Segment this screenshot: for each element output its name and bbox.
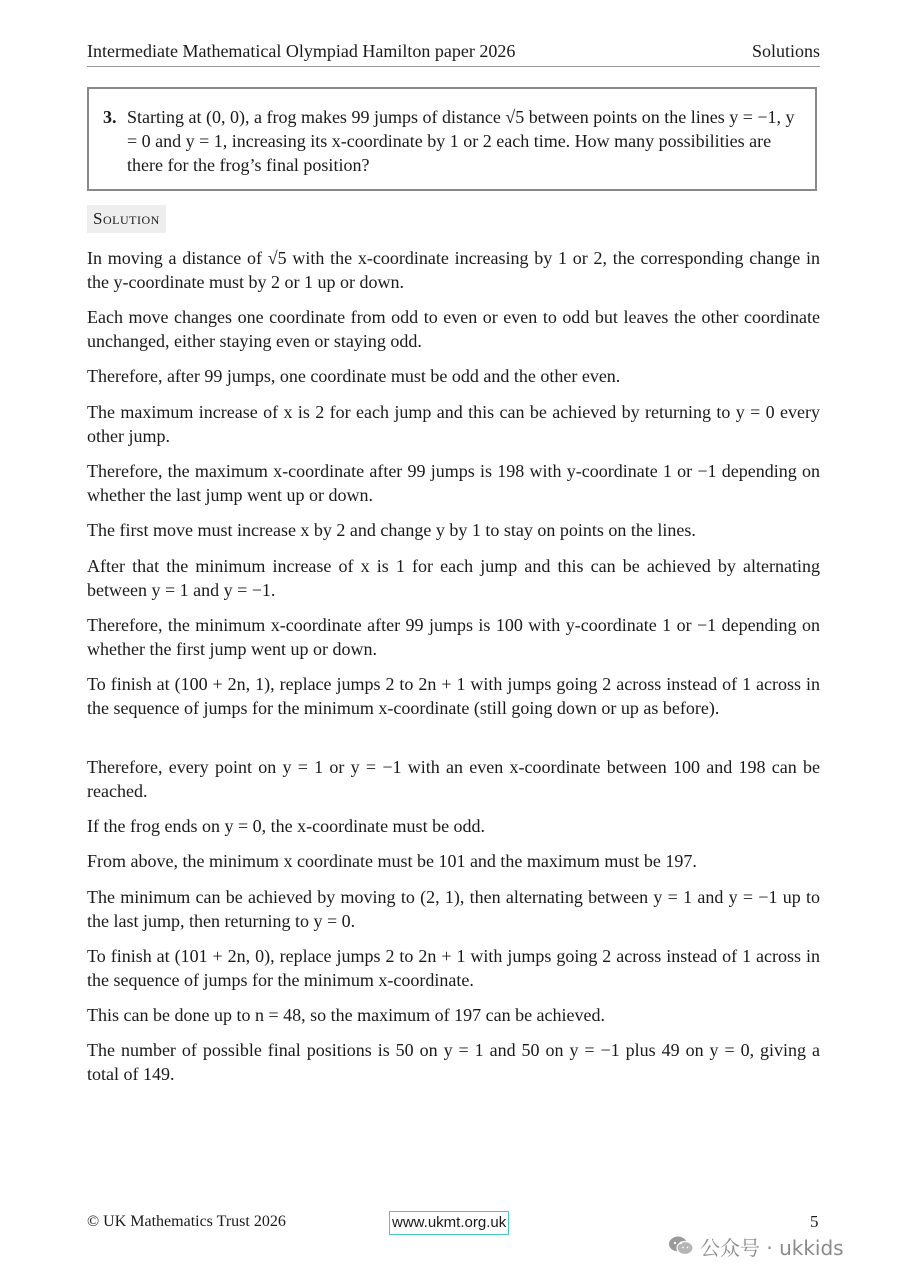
paper-title: Intermediate Mathematical Olympiad Hamilton paper 2026: [87, 41, 516, 61]
solution-paragraph-2: Each move changes one coordinate from odd to even or even to odd but leaves the other coordinate unchanged, either staying even or staying odd.: [87, 307, 820, 351]
solution-paragraph-10: Therefore, every point on y = 1 or y = −1 with an even x-coordinate between 100 and 198 can be reached.: [87, 757, 820, 801]
solution-paragraph-4: The maximum increase of x is 2 for each jump and this can be achieved by returning to y = 0 every other jump.: [87, 402, 820, 446]
problem-text: Starting at (0, 0), a frog makes 99 jumps of distance √5 between points on the lines y = −1, y = 0 and y = 1, increasing its x-coordinate by 1 or 2 each time. How many possibilities are there for the frog’s final position?: [127, 107, 795, 175]
solution-paragraph-5: Therefore, the maximum x-coordinate after 99 jumps is 198 with y-coordinate 1 or −1 depending on whether the last jump went up or down.: [87, 461, 820, 505]
solution-paragraph-15: This can be done up to n = 48, so the maximum of 197 can be achieved.: [87, 1005, 606, 1025]
ukmt-website-link[interactable]: www.ukmt.org.uk: [389, 1211, 509, 1235]
page-number: 5: [810, 1212, 819, 1231]
solution-paragraph-6: The first move must increase x by 2 and change y by 1 to stay on points on the lines.: [87, 520, 696, 540]
solution-paragraph-8: Therefore, the minimum x-coordinate after 99 jumps is 100 with y-coordinate 1 or −1 depending on whether the first jump went up or down.: [87, 615, 820, 659]
solution-paragraph-13: The minimum can be achieved by moving to (2, 1), then alternating between y = 1 and y = −1 up to the last jump, then returning to y = 0.: [87, 887, 820, 931]
solution-paragraph-16: The number of possible final positions is 50 on y = 1 and 50 on y = −1 plus 49 on y = 0, giving a total of 149.: [87, 1040, 820, 1084]
problem-box: [87, 87, 817, 191]
section-label: Solutions: [751, 41, 820, 61]
copyright-notice: © UK Mathematics Trust 2026: [87, 1213, 286, 1230]
wechat-icon: [668, 1235, 694, 1257]
solution-paragraph-14: To finish at (101 + 2n, 0), replace jumps 2 to 2n + 1 with jumps going 2 across instead of 1 across in the sequence of jumps for the minimum x-coordinate.: [87, 946, 820, 990]
solution-paragraph-1: In moving a distance of √5 with the x-coordinate increasing by 1 or 2, the corresponding change in the y-coordinate must by 2 or 1 up or down.: [87, 248, 820, 292]
solution-paragraph-7: After that the minimum increase of x is 1 for each jump and this can be achieved by alternating between y = 1 and y = −1.: [87, 556, 820, 600]
solution-heading: Solution: [87, 205, 166, 233]
watermark: [668, 1232, 844, 1260]
solution-paragraph-12: From above, the minimum x coordinate must be 101 and the maximum must be 197.: [87, 851, 697, 871]
solution-paragraph-9: To finish at (100 + 2n, 1), replace jumps 2 to 2n + 1 with jumps going 2 across instead of 1 across in the sequence of jumps for the minimum x-coordinate (still going down or up as before).: [87, 674, 820, 718]
solution-paragraph-3: Therefore, after 99 jumps, one coordinate must be odd and the other even.: [87, 366, 621, 386]
watermark-text: 公众号 · ukkids: [700, 1235, 844, 1260]
problem-number: 3.: [103, 107, 117, 127]
page-header: [87, 40, 820, 67]
solution-paragraph-11: If the frog ends on y = 0, the x-coordinate must be odd.: [87, 816, 486, 836]
